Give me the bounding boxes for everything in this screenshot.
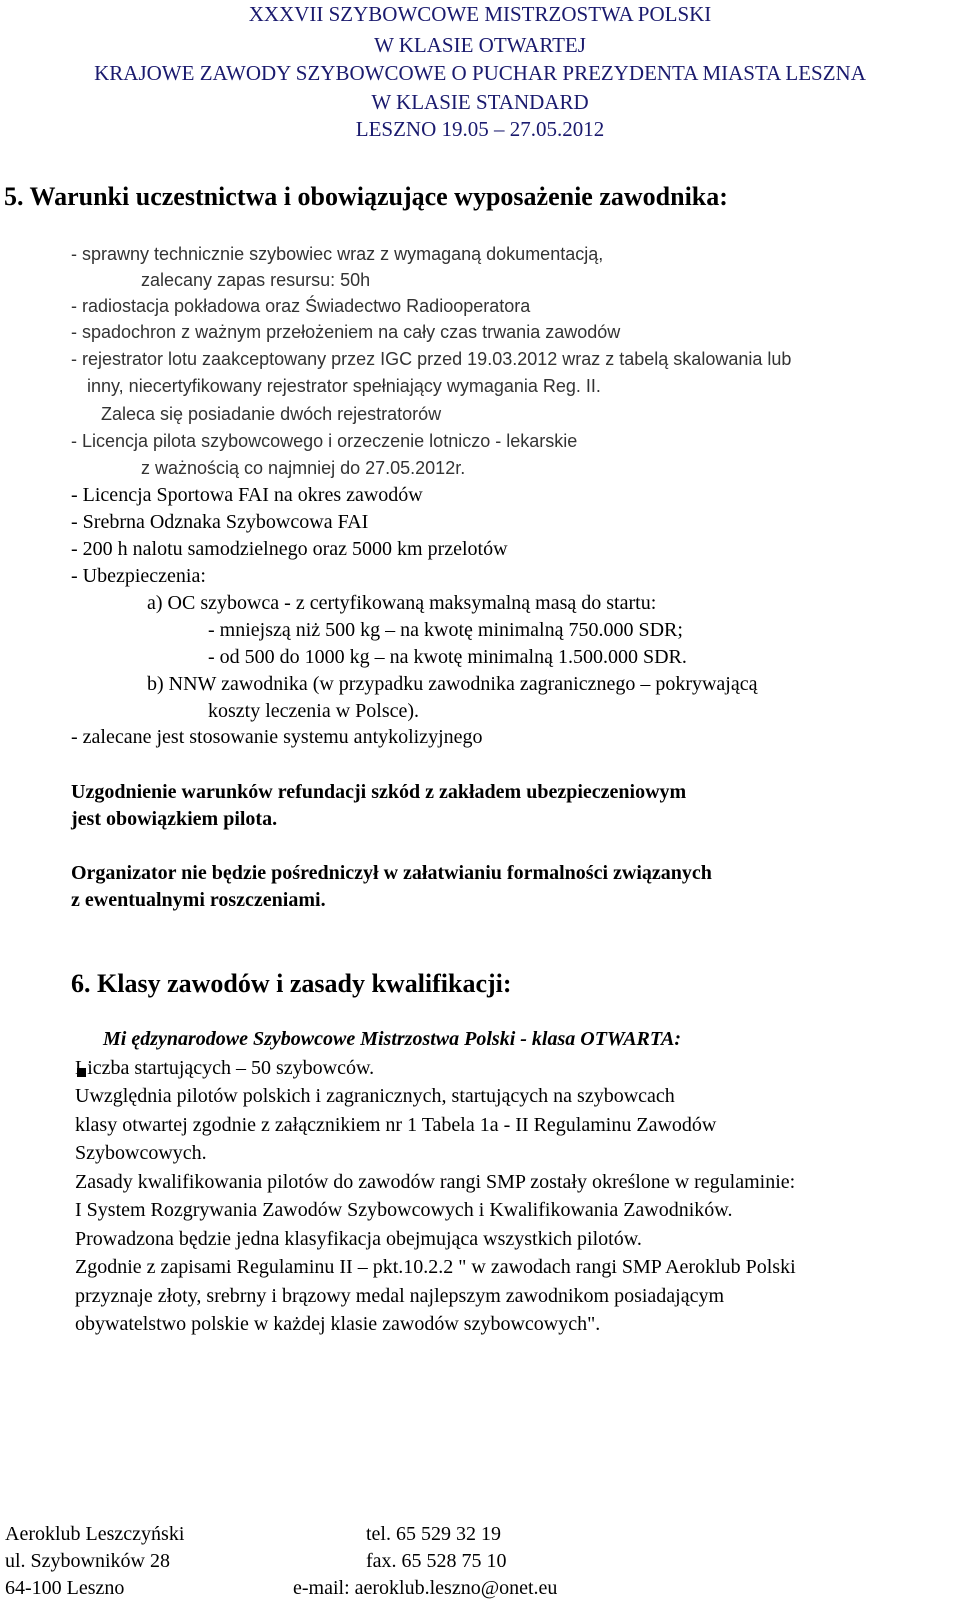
section-5-title: 5. Warunki uczestnictwa i obowiązujące wyposażenie zawodnika: [4,182,728,211]
list-item: - 200 h nalotu samodzielnego oraz 5000 km przelotów [71,538,508,560]
note-insurance-line-2: jest obowiązkiem pilota. [71,808,278,830]
paragraph-line: Liczba startujących – 50 szybowców. [75,1057,375,1079]
list-item: koszty leczenia w Polsce). [208,700,420,722]
list-item: - Srebrna Odznaka Szybowcowa FAI [71,511,369,533]
paragraph-line: I System Rozgrywania Zawodów Szybowcowych i Kwalifikowania Zawodników. [75,1199,733,1221]
list-item: - od 500 do 1000 kg – na kwotę minimalną 1.500.000 SDR. [208,646,687,668]
header-line-2: W KLASIE OTWARTEJ [374,33,586,57]
header-line-5: LESZNO 19.05 – 27.05.2012 [355,117,605,141]
footer-fax: fax. 65 528 75 10 [366,1550,507,1572]
list-item: - mniejszą niż 500 kg – na kwotę minimalną 750.000 SDR; [208,619,683,641]
footer-org-name: Aeroklub Leszczyński [5,1523,185,1545]
footer-email: e-mail: aeroklub.leszno@onet.eu [293,1577,558,1599]
list-item: z ważnością co najmniej do 27.05.2012r. [141,458,466,478]
note-organizer-line-1: Organizator nie będzie pośredniczył w załatwianiu formalności związanych [71,862,712,884]
footer-phone: tel. 65 529 32 19 [366,1523,501,1545]
list-item: inny, niecertyfikowany rejestrator spełniający wymagania Reg. II. [87,376,601,396]
list-item: Zaleca się posiadanie dwóch rejestratorów [101,404,442,424]
list-item: - zalecane jest stosowanie systemu antykolizyjnego [71,726,483,748]
paragraph-line: Uwzględnia pilotów polskich i zagranicznych, startujących na szybowcach [75,1085,675,1107]
header-line-1: XXXVII SZYBOWCOWE MISTRZOSTWA POLSKI [248,2,712,26]
list-item: - radiostacja pokładowa oraz Świadectwo Radiooperatora [71,296,531,316]
list-item: a) OC szybowca - z certyfikowaną maksymalną masą do startu: [147,592,657,614]
footer-city: 64-100 Leszno [5,1577,125,1599]
paragraph-line: klasy otwartej zgodnie z załącznikiem nr 1 Tabela 1a - II Regulaminu Zawodów [75,1114,717,1136]
paragraph-line: Zgodnie z zapisami Regulaminu II – pkt.10.2.2 " w zawodach rangi SMP Aeroklub Polski [75,1256,796,1278]
header-line-4: W KLASIE STANDARD [371,90,589,114]
list-item: b) NNW zawodnika (w przypadku zawodnika zagranicznego – pokrywającą [147,673,758,695]
header-line-3: KRAJOWE ZAWODY SZYBOWCOWE O PUCHAR PREZYDENTA MIASTA LESZNA [94,61,866,85]
class-open-subtitle: Mi ędzynarodowe Szybowcowe Mistrzostwa Polski - klasa OTWARTA: [103,1028,682,1050]
paragraph-line: Zasady kwalifikowania pilotów do zawodów rangi SMP zostały określone w regulaminie: [75,1171,796,1193]
list-item: zalecany zapas resursu: 50h [141,270,371,290]
list-item: - spadochron z ważnym przełożeniem na cały czas trwania zawodów [71,322,621,342]
list-item: - Ubezpieczenia: [71,565,206,587]
list-item: - sprawny technicznie szybowiec wraz z wymaganą dokumentacją, [71,244,604,264]
paragraph-line: przyznaje złoty, srebrny i brązowy medal najlepszym zawodnikom posiadającym [75,1285,725,1307]
list-item: - Licencja Sportowa FAI na okres zawodów [71,484,423,506]
list-item: - rejestrator lotu zaakceptowany przez IGC przed 19.03.2012 wraz z tabelą skalowania lub [71,349,792,369]
section-6-title: 6. Klasy zawodów i zasady kwalifikacji: [71,969,512,998]
paragraph-line: Prowadzona będzie jedna klasyfikacja obejmująca wszystkich pilotów. [75,1228,642,1250]
note-organizer-line-2: z ewentualnymi roszczeniami. [71,889,326,911]
note-insurance-line-1: Uzgodnienie warunków refundacji szkód z zakładem ubezpieczeniowym [71,781,687,803]
paragraph-line: Szybowcowych. [75,1142,207,1164]
footer-street: ul. Szybowników 28 [5,1550,170,1572]
list-item: - Licencja pilota szybowcowego i orzeczenie lotniczo - lekarskie [71,431,578,451]
paragraph-line: obywatelstwo polskie w każdej klasie zawodów szybowcowych". [75,1313,601,1335]
